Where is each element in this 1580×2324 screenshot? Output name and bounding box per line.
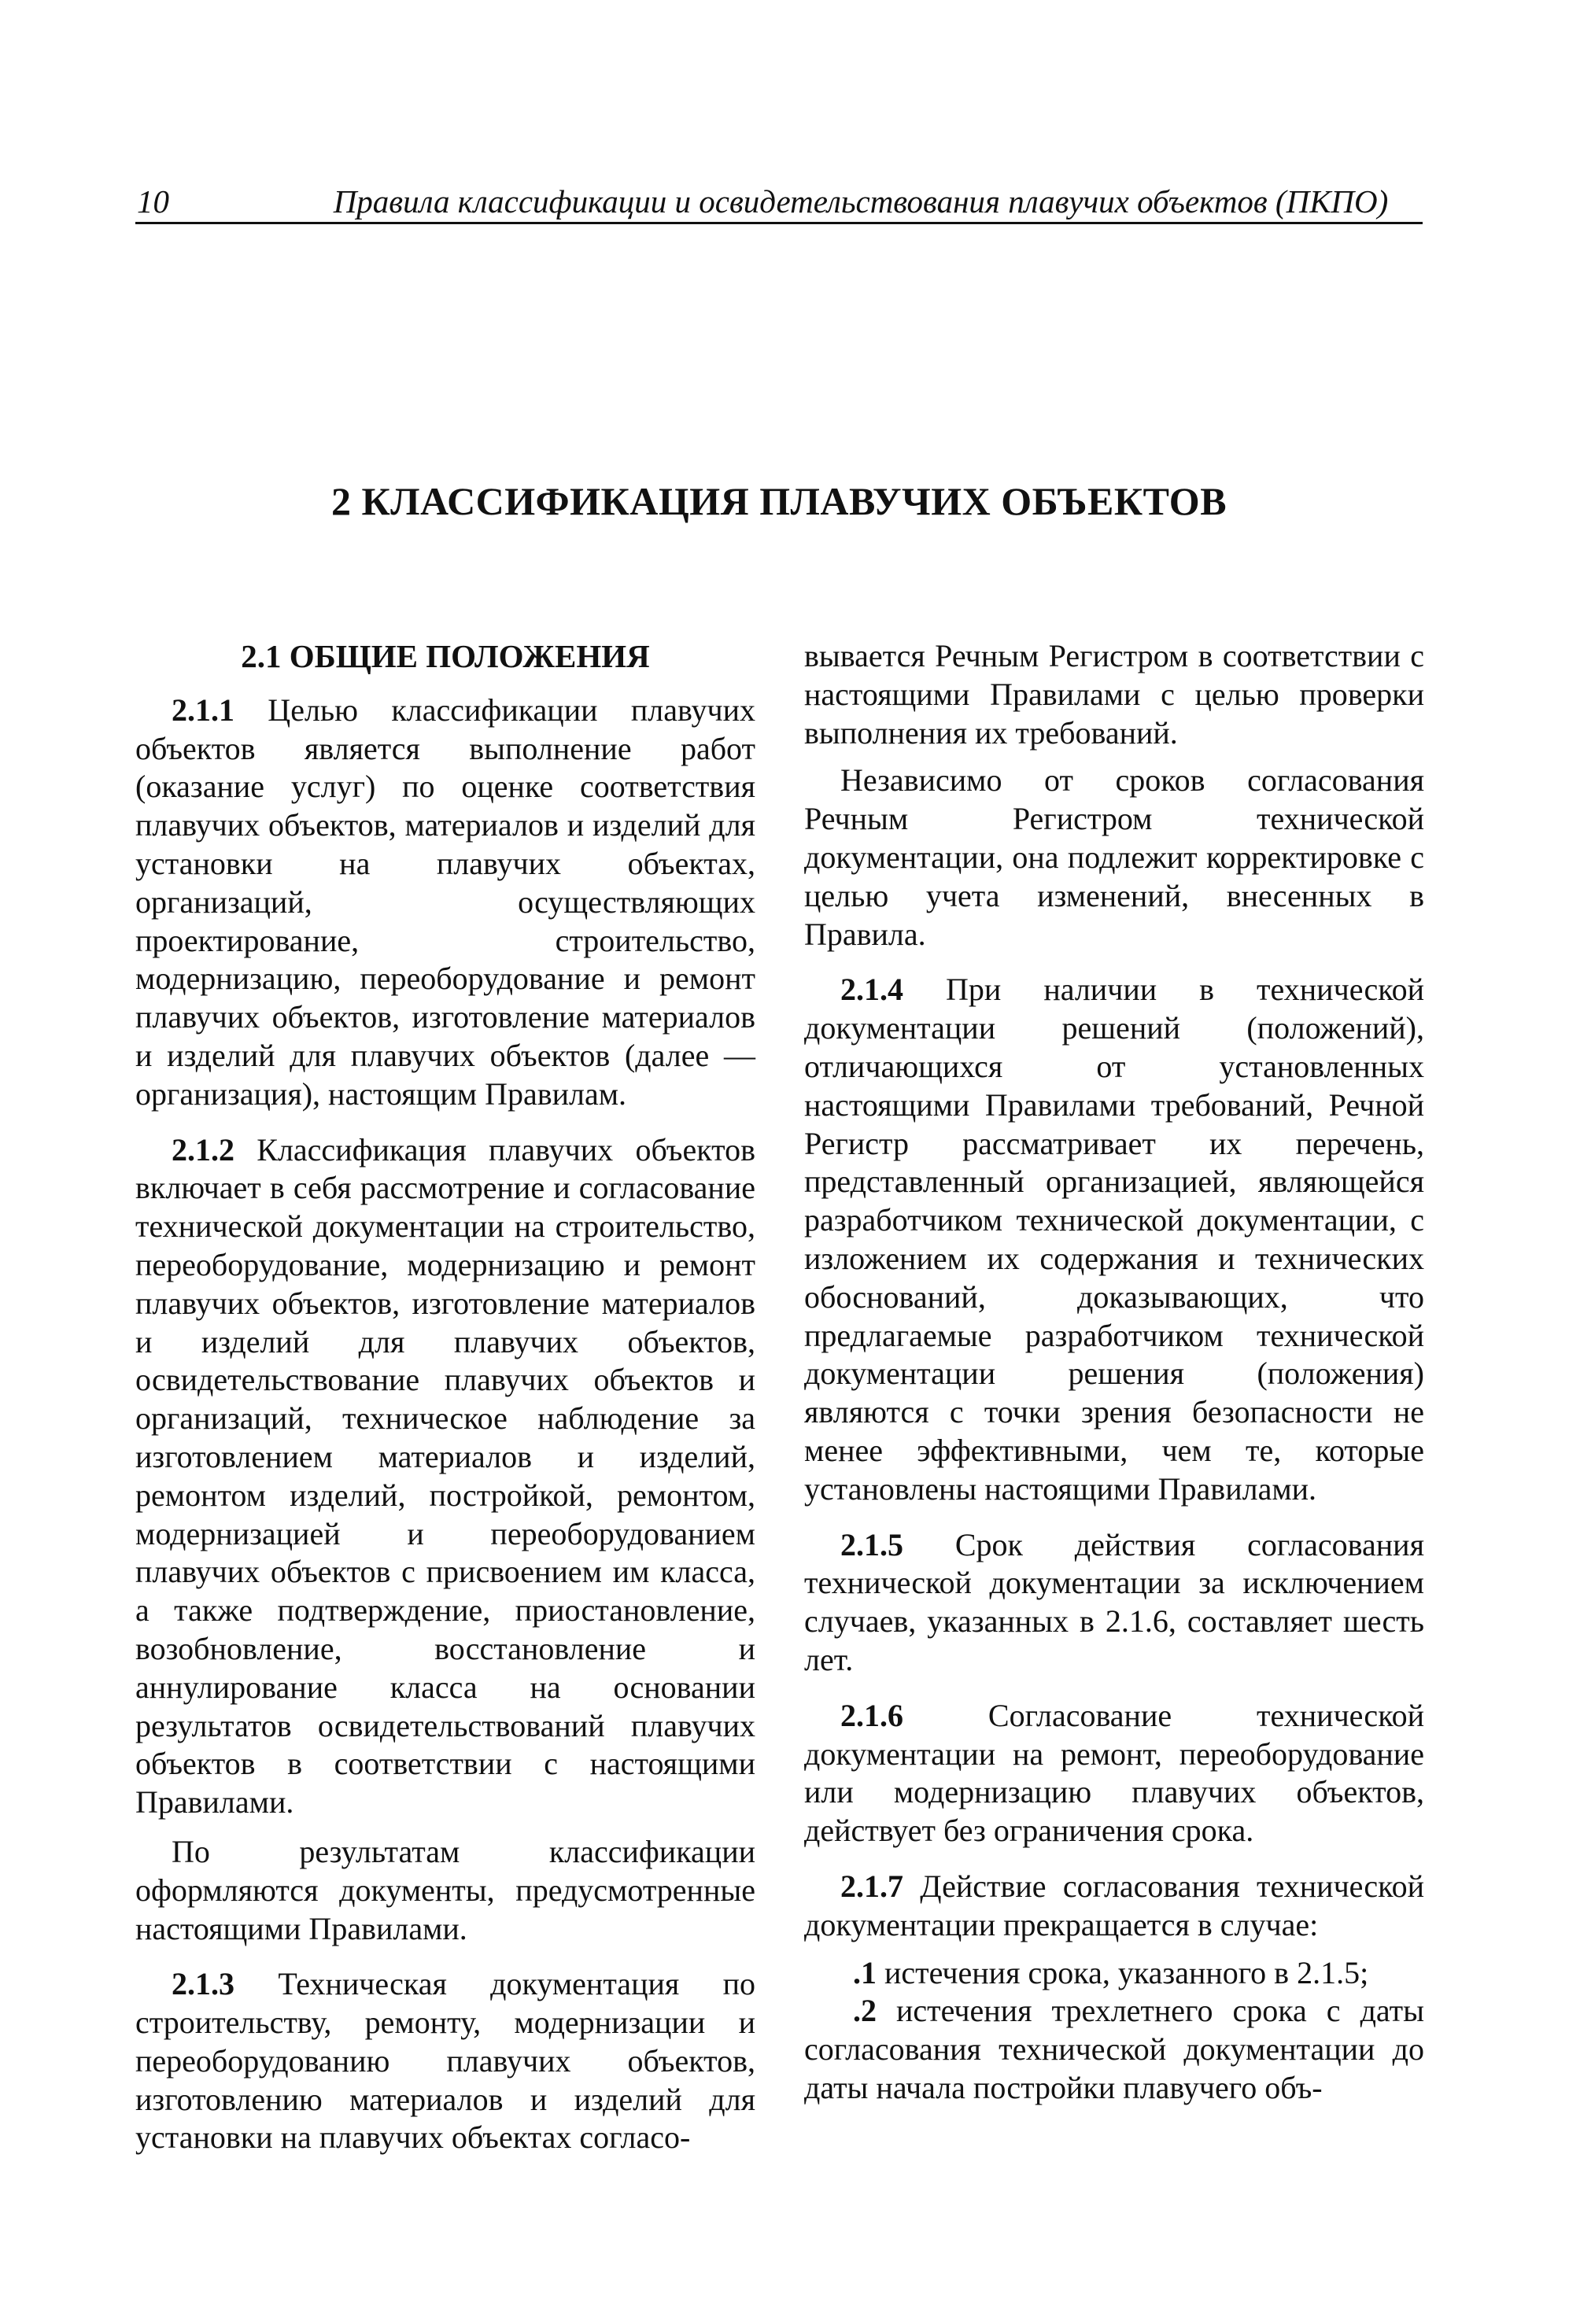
paragraph-2-1-7: [804, 1868, 1424, 1945]
paragraph-2-1-6: [804, 1697, 1424, 1850]
chapter-title: 2 КЛАССИФИКАЦИЯ ПЛАВУЧИХ ОБЪЕКТОВ: [330, 479, 1227, 523]
clause-number: 2.1.5: [840, 1526, 903, 1562]
list-item-2: [804, 1992, 1424, 2107]
paragraph-2-1-2-results: По результатам классификации оформляются документы, предусмотренные настоящими Правилами.: [135, 1833, 755, 1946]
paragraph-text: Целью классификации плавучих объектов является выполнение работ (оказание услуг) по оценке соответствия плавучих объектов, материалов и изделий для установки на плавучих объектах, организаций, осуществляющих проектирование, строительство, модернизацию, переоборудование и ремонт плавучих объектов, изготовление материалов и изделий для плавучих объектов (далее — организация), настоящим Правилам.: [135, 692, 755, 1112]
paragraph-2-1-3-continued: вывается Речным Регистром в соответствии с настоящими Правилами с целью проверки выполнения их требований.: [804, 638, 1424, 751]
section-title: 2.1 ОБЩИЕ ПОЛОЖЕНИЯ: [241, 638, 650, 674]
paragraph-text: Срок действия согласования технической документации за исключением случаев, указанных в 2.1.6, составляет шесть лет.: [804, 1526, 1424, 1677]
list-item-1: [804, 1954, 1424, 1993]
paragraph-2-1-5: [804, 1526, 1424, 1680]
clause-number: 2.1.7: [840, 1868, 903, 1904]
paragraph-text: Согласование технической документации на ремонт, переоборудование или модернизацию плавучих объектов, действует без ограничения срока.: [804, 1697, 1424, 1849]
list-item-text: истечения трехлетнего срока с даты согласования технической документации до даты начала постройки плавучего объ-: [804, 1993, 1424, 2105]
paragraph-2-1-1: [135, 692, 755, 1114]
left-column: [135, 637, 755, 2175]
paragraph-text: При наличии в технической документации решений (положений), отличающихся от установленных настоящими Правилами требований, Речной Регистр рассматривает их перечень, представленный организацией, являющейся разработчиком технической документации, с изложением их содержания и технических обоснований, доказывающих, что предлагаемые разработчиком технической документации решения (положения) являются с точки зрения безопасности не менее эффективными, чем те, которые установлены настоящими Правилами.: [804, 972, 1424, 1507]
paragraph-2-1-3-correction: Независимо от сроков согласования Речным Регистром технической документации, она подлежит корректировке с целью учета изменений, внесенных в Правила.: [804, 762, 1424, 952]
paragraph-2-1-2: [135, 1131, 755, 1822]
clause-number: 2.1.2: [172, 1131, 234, 1168]
clause-number: 2.1.3: [172, 1966, 234, 2002]
clause-number: 2.1.6: [840, 1697, 903, 1733]
clause-number: 2.1.4: [840, 972, 903, 1008]
paragraph-text: Техническая документация по строительству, ремонту, модернизации и переоборудованию плавучих объектов, изготовлению материалов и изделий для установки на плавучих объектах согласо-: [135, 1966, 755, 2156]
list-item-number: .2: [853, 1993, 877, 2029]
clause-number: 2.1.1: [172, 692, 234, 728]
running-header: [135, 183, 1423, 224]
paragraph-2-1-3: [135, 1965, 755, 2157]
list-item-number: .1: [853, 1954, 877, 1990]
right-column: [804, 637, 1424, 2108]
list-item-text: истечения срока, указанного в 2.1.5;: [877, 1954, 1369, 1990]
running-title: Правила классификации и освидетельствования плавучих объектов (ПКПО): [333, 183, 1389, 219]
page-number: 10: [137, 183, 169, 219]
paragraph-text: Классификация плавучих объектов включает в себя рассмотрение и согласование технической документации на строительство, переоборудование, модернизацию и ремонт плавучих объектов, изготовление материалов и изделий для плавучих объектов, освидетельствование плавучих объектов и организаций, техническое наблюдение за изготовлением материалов и изделий, ремонтом изделий, постройкой, ремонтом, модернизацией и переоборудованием плавучих объектов с присвоением им класса, а также подтверждение, приостановление, возобновление, восстановление и аннулирование класса на основании результатов освидетельствований плавучих объектов в соответствии с настоящими Правилами.: [135, 1131, 755, 1820]
paragraph-text: Действие согласования технической документации прекращается в случае:: [804, 1868, 1424, 1942]
paragraph-2-1-4: [804, 971, 1424, 1508]
